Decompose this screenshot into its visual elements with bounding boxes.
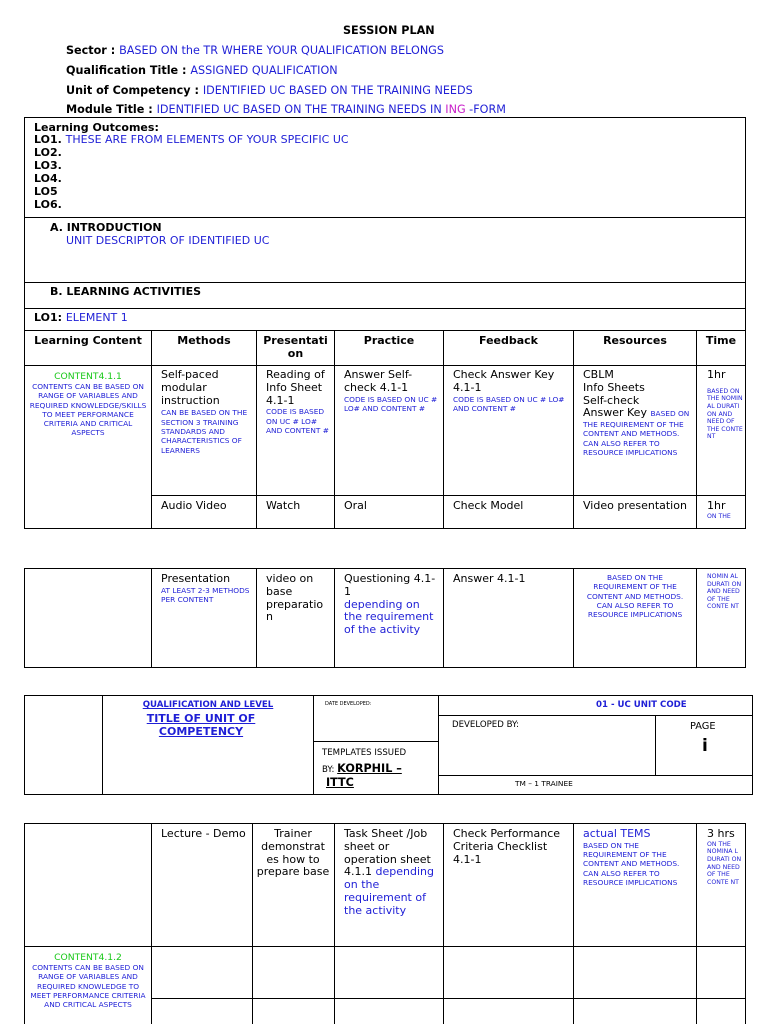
uoc-line — [66, 84, 473, 97]
row1-resources-cblm: CBLM — [583, 368, 614, 381]
lo1-value: THESE ARE FROM ELEMENTS OF YOUR SPECIFIC UC — [65, 133, 349, 146]
row4-practice-cell — [344, 828, 441, 918]
row3-practice-cell — [344, 573, 440, 637]
lo4-label: LO4. — [34, 172, 62, 185]
footer-date-developed: DATE DEVELOPED: — [325, 701, 372, 707]
row1-methods-cell — [161, 369, 255, 455]
row1-feedback-cell — [453, 369, 571, 413]
row1-feedback-text: Check Answer Key 4.1-1 — [453, 368, 555, 394]
sector-value: BASED ON the TR WHERE YOUR QUALIFICATION BELONGS — [119, 44, 444, 57]
lo5-label: LO5 — [34, 185, 58, 198]
footer-korphil: KORPHIL – — [337, 762, 402, 775]
module-value-a: IDENTIFIED UC BASED ON THE TRAINING NEEDS IN — [156, 103, 446, 116]
sector-label: Sector : — [66, 44, 120, 57]
row1-feedback-note: CODE IS BASED ON UC # LO# AND CONTENT # — [453, 394, 565, 413]
row4-time-value: 3 hrs — [707, 827, 735, 840]
row5-content-desc: CONTENTS CAN BE BASED ON RANGE OF VARIABLES AND REQUIRED KNOWLEDGE TO MEET PERFORMANCE CRITERIA AND CRITICAL ASPECTS — [30, 963, 146, 1010]
row3-methods-note: AT LEAST 2-3 METHODS PER CONTENT — [161, 585, 250, 605]
lo1-row-label: LO1: — [34, 311, 66, 324]
activities-label: B. LEARNING ACTIVITIES — [50, 285, 202, 298]
row3-feedback: Answer 4.1-1 — [453, 572, 526, 585]
footer-title-uoc-line2: COMPETENCY — [158, 725, 244, 738]
row1-resources-answerkey: Answer Key — [583, 406, 651, 420]
row1-practice-note: CODE IS BASED ON UC # LO# AND CONTENT # — [344, 394, 438, 413]
footer-issuer — [322, 762, 402, 775]
footer-tm: TM – 1 TRAINEE — [515, 779, 573, 788]
row4-resources-note: BASED ON THE REQUIREMENT OF THE CONTENT AND METHODS. CAN ALSO REFER TO RESOURCE IMPLICATIONS — [583, 840, 680, 887]
footer-title-uoc — [103, 712, 299, 738]
row4-resources-text: actual TEMS — [583, 827, 651, 840]
row4-time-cell — [707, 828, 745, 886]
row1-resources-cell — [583, 369, 694, 457]
qualification-value: ASSIGNED QUALIFICATION — [190, 64, 338, 77]
footer-page-value: i — [702, 736, 708, 756]
row2-feedback: Check Model — [453, 499, 524, 512]
row1-content-desc: CONTENTS CAN BE BASED ON RANGE OF VARIABLES AND REQUIRED KNOWLEDGE/SKILLS TO MEET PERFORMANCE CRITERIA AND CRITICAL ASPECTS — [29, 382, 147, 438]
qualification-label: Qualification Title : — [66, 64, 191, 77]
row4-resources-cell — [583, 828, 693, 887]
col-header-methods: Methods — [177, 334, 231, 347]
lo3-label: LO3. — [34, 159, 62, 172]
row1-presentation-cell — [266, 369, 332, 435]
footer-by-label: BY: — [322, 765, 338, 775]
intro-label: A. INTRODUCTION — [50, 221, 162, 234]
row4-practice-note: depending on the requirement of the activity — [344, 865, 434, 917]
col-header-learning-content: Learning Content — [34, 334, 142, 347]
row3-methods-text: Presentation — [161, 572, 231, 585]
row1-methods-note: CAN BE BASED ON THE SECTION 3 TRAINING STANDARDS AND CHARACTERISTICS OF LEARNERS — [161, 408, 248, 455]
row2-presentation: Watch — [266, 499, 301, 512]
row3-methods-cell — [161, 573, 253, 604]
row4-presentation: Trainer demonstrat es how to prepare base — [256, 827, 330, 879]
row1-time-cell — [707, 369, 745, 441]
row3-practice-text: Questioning 4.1-1 — [344, 572, 436, 598]
footer-uc-code: 01 - UC UNIT CODE — [596, 700, 687, 710]
learning-outcomes-label: Learning Outcomes: — [34, 121, 159, 134]
row1-time-note: BASED ON THE NOMIN AL DURATI ON AND NEED OF THE CONTE NT — [707, 387, 743, 441]
row3-practice-note: depending on the requirement of the activity — [344, 597, 434, 637]
row4-time-note: ON THE NOMINA L DURATI ON AND NEED OF THE CONTE NT — [707, 840, 742, 886]
row5-content-cell — [28, 952, 148, 1009]
footer-developed-by: DEVELOPED BY: — [452, 720, 519, 730]
lo1-row-value: ELEMENT 1 — [65, 311, 128, 324]
row1-resources-info: Info Sheets — [583, 380, 645, 394]
row4-practice-text: Task Sheet /Job sheet or operation sheet 4.1.1 — [344, 827, 431, 879]
row3-presentation: video on base preparatio n — [266, 572, 324, 624]
col-header-presentation: Presentati on — [263, 334, 328, 360]
qualification-line — [66, 64, 338, 77]
lo6-label: LO6. — [34, 198, 62, 211]
row2-resources: Video presentation — [583, 499, 687, 512]
row3-time: NOMIN AL DURATI ON AND NEED OF THE CONTE NT — [707, 573, 742, 611]
lo1-line — [34, 134, 349, 147]
lo1-label: LO1. — [34, 133, 66, 146]
sector-line — [66, 44, 444, 57]
row4-feedback: Check Performance Criteria Checklist 4.1-1 — [453, 827, 561, 866]
row2-time-value: 1hr — [707, 499, 726, 512]
row2-time-note: ON THE — [707, 512, 731, 520]
row1-practice-cell — [344, 369, 441, 413]
row2-time-cell — [707, 500, 745, 520]
col-header-feedback: Feedback — [479, 334, 538, 347]
module-line — [66, 103, 506, 116]
row1-presentation-note: CODE IS BASED ON UC # LO# AND CONTENT # — [266, 407, 329, 435]
module-label: Module Title : — [66, 103, 157, 116]
row1-content-cell — [28, 371, 148, 438]
row2-practice: Oral — [344, 499, 367, 512]
row1-methods-text: Self-paced modular instruction — [161, 368, 220, 407]
row1-presentation-text: Reading of Info Sheet 4.1-1 — [266, 368, 325, 407]
intro-value: UNIT DESCRIPTOR OF IDENTIFIED UC — [66, 234, 270, 247]
row1-time-value: 1hr — [707, 368, 726, 381]
footer-qual-level: QUALIFICATION AND LEVEL — [142, 700, 274, 710]
row1-resources-selfcheck: Self-check — [583, 393, 640, 407]
col-header-time: Time — [705, 334, 737, 347]
row2-methods: Audio Video — [161, 499, 227, 512]
col-header-resources: Resources — [603, 334, 667, 347]
row3-resources: BASED ON THE REQUIREMENT OF THE CONTENT AND METHODS. CAN ALSO REFER TO RESOURCE IMPLICATIONS — [586, 573, 684, 620]
row1-resources-note: Answer Key BASED ON THE REQUIREMENT OF THE CONTENT AND METHODS. CAN ALSO REFER TO RESOURCE IMPLICATIONS — [583, 406, 690, 458]
row1-content-code: CONTENT4.1.1 — [54, 371, 122, 382]
row4-methods: Lecture - Demo — [161, 827, 246, 840]
uoc-label: Unit of Competency : — [66, 84, 203, 97]
lo1-row — [34, 312, 128, 325]
uoc-value: IDENTIFIED UC BASED ON THE TRAINING NEEDS — [202, 84, 473, 97]
col-header-practice: Practice — [363, 334, 415, 347]
footer-ittc: ITTC — [326, 776, 354, 789]
footer-templates-issued: TEMPLATES ISSUED — [322, 748, 407, 758]
row1-practice-text: Answer Self-check 4.1-1 — [344, 368, 413, 394]
module-value-c: -FORM — [465, 103, 506, 116]
page-title: SESSION PLAN — [343, 24, 435, 37]
footer-title-uoc-line1: TITLE OF UNIT OF — [146, 712, 256, 725]
module-value-b: ING — [445, 103, 466, 116]
footer-page-label: PAGE — [690, 721, 716, 732]
row5-content-code: CONTENT4.1.2 — [54, 952, 122, 963]
lo2-label: LO2. — [34, 146, 62, 159]
